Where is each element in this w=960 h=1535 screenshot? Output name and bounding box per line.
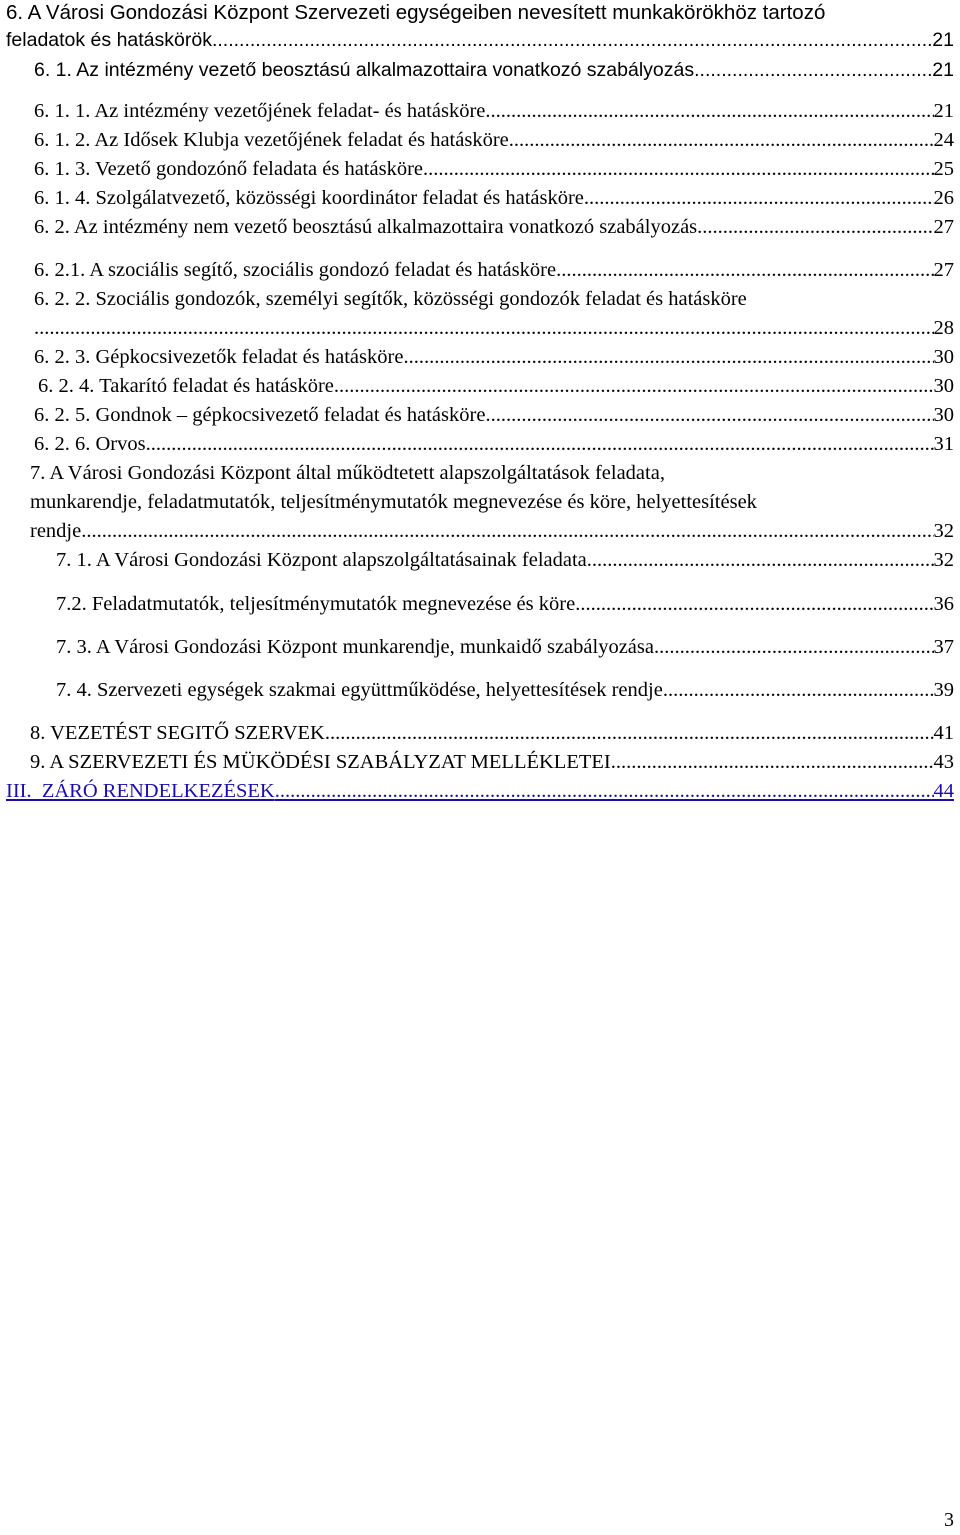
- dot-leader: [325, 720, 934, 746]
- toc-page-number: 21: [932, 29, 954, 51]
- dot-leader: [403, 344, 933, 370]
- dot-leader: [485, 402, 933, 428]
- toc-entry-6-line1[interactable]: 6. A Városi Gondozási Központ Szervezeti egységeiben nevesített munkakörökhöz tartozó: [6, 1, 826, 24]
- dot-leader: [654, 634, 934, 660]
- toc-page-number: 37: [933, 636, 954, 658]
- toc-entry-7-1[interactable]: [56, 547, 954, 573]
- dot-leader: [611, 749, 934, 775]
- toc-entry-7[interactable]: [30, 518, 954, 544]
- dot-leader: [86, 518, 933, 544]
- toc-page-number: 21: [932, 59, 954, 81]
- dot-leader: [584, 185, 934, 211]
- toc-entry-6-1-4[interactable]: [34, 185, 954, 211]
- toc-entry-6-2-1[interactable]: [34, 257, 954, 283]
- toc-page-number: 39: [933, 679, 954, 701]
- toc-entry-text: 6. 2. Az intézmény nem vezető beosztású alkalmazottaira vonatkozó szabályozás: [34, 216, 698, 238]
- toc-entry-6-2-5[interactable]: [34, 402, 954, 428]
- toc-entry-text: 7. 4. Szervezeti egységek szakmai együttműködése, helyettesítések rendje: [56, 679, 663, 701]
- dot-leader: [34, 315, 934, 341]
- dot-leader: [694, 57, 932, 83]
- toc-page-number: 30: [933, 346, 954, 368]
- toc-entry-6-1-2[interactable]: [34, 127, 954, 153]
- dot-leader: [556, 257, 933, 283]
- page-number: 3: [944, 1509, 954, 1531]
- toc-entry-6-1-3[interactable]: [34, 156, 954, 182]
- toc-entry-text: rendje.: [30, 520, 87, 542]
- toc-entry-text: 6. 2. 3. Gépkocsivezetők feladat és hatásköre: [34, 346, 404, 368]
- toc-entry-6-1-1[interactable]: [34, 98, 954, 124]
- dot-leader: [509, 127, 934, 153]
- toc-page-number: 41: [933, 722, 954, 744]
- toc-page-number: 26: [933, 187, 954, 209]
- toc-entry-7-4[interactable]: [56, 677, 954, 703]
- toc-page-number: 32: [933, 520, 954, 542]
- toc-entry-text: feladatok és hatáskörök: [6, 29, 212, 51]
- toc-page-number: 43: [933, 751, 954, 773]
- toc-entry-6-2-6[interactable]: [34, 431, 954, 457]
- toc-page-number: 28: [933, 317, 954, 339]
- toc-entry-7-3[interactable]: [56, 634, 954, 660]
- toc-page-number: 21: [933, 100, 954, 122]
- toc-entry-text: 7. 1. A Városi Gondozási Központ alapszolgáltatásainak feladata: [56, 549, 587, 571]
- dot-leader: [334, 373, 934, 399]
- toc-page-number: 24: [933, 129, 954, 151]
- toc-entry-text: 6. 1. 3. Vezető gondozónő feladata és hatásköre: [34, 158, 423, 180]
- toc-entry-text: 9. A SZERVEZETI ÉS MÜKÖDÉSI SZABÁLYZAT MELLÉKLETEI: [30, 751, 611, 773]
- toc-entry-6[interactable]: [6, 27, 954, 53]
- toc-entry-text: 6. 1. 1. Az intézmény vezetőjének feladat- és hatásköre: [34, 100, 486, 122]
- toc-entry-text: 6. 1. 2. Az Idősek Klubja vezetőjének feladat és hatásköre: [34, 129, 509, 151]
- dot-leader: [275, 778, 934, 804]
- toc-entry-text: III. ZÁRÓ RENDELKEZÉSEK: [6, 780, 275, 802]
- toc-page-number: 25: [933, 158, 954, 180]
- toc-entry-text: 6. 2. 6. Orvos: [34, 433, 146, 455]
- toc-page-number: 27: [933, 216, 954, 238]
- toc-entry-6-2-4[interactable]: [38, 373, 954, 399]
- toc-entry-text: 6. 2. 5. Gondnok – gépkocsivezető feladat és hatásköre: [34, 404, 486, 426]
- toc-page-number: 31: [933, 433, 954, 455]
- toc-entry-text: 6. 2. 4. Takarító feladat és hatásköre: [38, 375, 334, 397]
- toc-entry-7-line2[interactable]: munkarendje, feladatmutatók, teljesítménymutatók megnevezése és köre, helyettesítések: [30, 491, 757, 513]
- toc-page-number: 44: [933, 780, 954, 802]
- dot-leader: [423, 156, 934, 182]
- toc-entry-text: 7. 3. A Városi Gondozási Központ munkarendje, munkaidő szabályozása: [56, 636, 654, 658]
- toc-entry-text: 6. 1. Az intézmény vezető beosztású alkalmazottaira vonatkozó szabályozás: [34, 59, 695, 81]
- toc-entry-7-line1[interactable]: 7. A Városi Gondozási Központ által működtetett alapszolgáltatások feladata,: [30, 462, 665, 484]
- dot-leader: [212, 27, 932, 53]
- dot-leader: [485, 98, 933, 124]
- dot-leader: [697, 214, 933, 240]
- toc-page-number: 30: [933, 375, 954, 397]
- toc-entry-7-2[interactable]: [56, 591, 954, 617]
- dot-leader: [575, 591, 933, 617]
- toc-entry-9[interactable]: [30, 749, 954, 775]
- toc-entry-text: 7.2. Feladatmutatók, teljesítménymutatók megnevezése és köre: [56, 593, 576, 615]
- toc-page-number: 36: [933, 593, 954, 615]
- toc-entry-6-2[interactable]: [34, 214, 954, 240]
- toc-entry-6-1[interactable]: [34, 57, 954, 83]
- toc-entry-zaro-rendelkezesek-link[interactable]: [6, 778, 954, 804]
- toc-entry-text: 8. VEZETÉST SEGITŐ SZERVEK: [30, 722, 325, 744]
- toc-entry-6-2-2[interactable]: [34, 315, 954, 341]
- toc-entry-8[interactable]: [30, 720, 954, 746]
- toc-page-number: 32: [933, 549, 954, 571]
- toc-page-number: 27: [933, 259, 954, 281]
- toc-entry-6-2-3[interactable]: [34, 344, 954, 370]
- dot-leader: [663, 677, 934, 703]
- toc-page-number: 30: [933, 404, 954, 426]
- dot-leader: [587, 547, 934, 573]
- toc-entry-text: 6. 2.1. A szociális segítő, szociális gondozó feladat és hatásköre: [34, 259, 557, 281]
- dot-leader: [146, 431, 934, 457]
- toc-entry-text: 6. 1. 4. Szolgálatvezető, közösségi koordinátor feladat és hatásköre: [34, 187, 584, 209]
- toc-entry-6-2-2-line1[interactable]: 6. 2. 2. Szociális gondozók, személyi segítők, közösségi gondozók feladat és hatásköre: [34, 288, 747, 310]
